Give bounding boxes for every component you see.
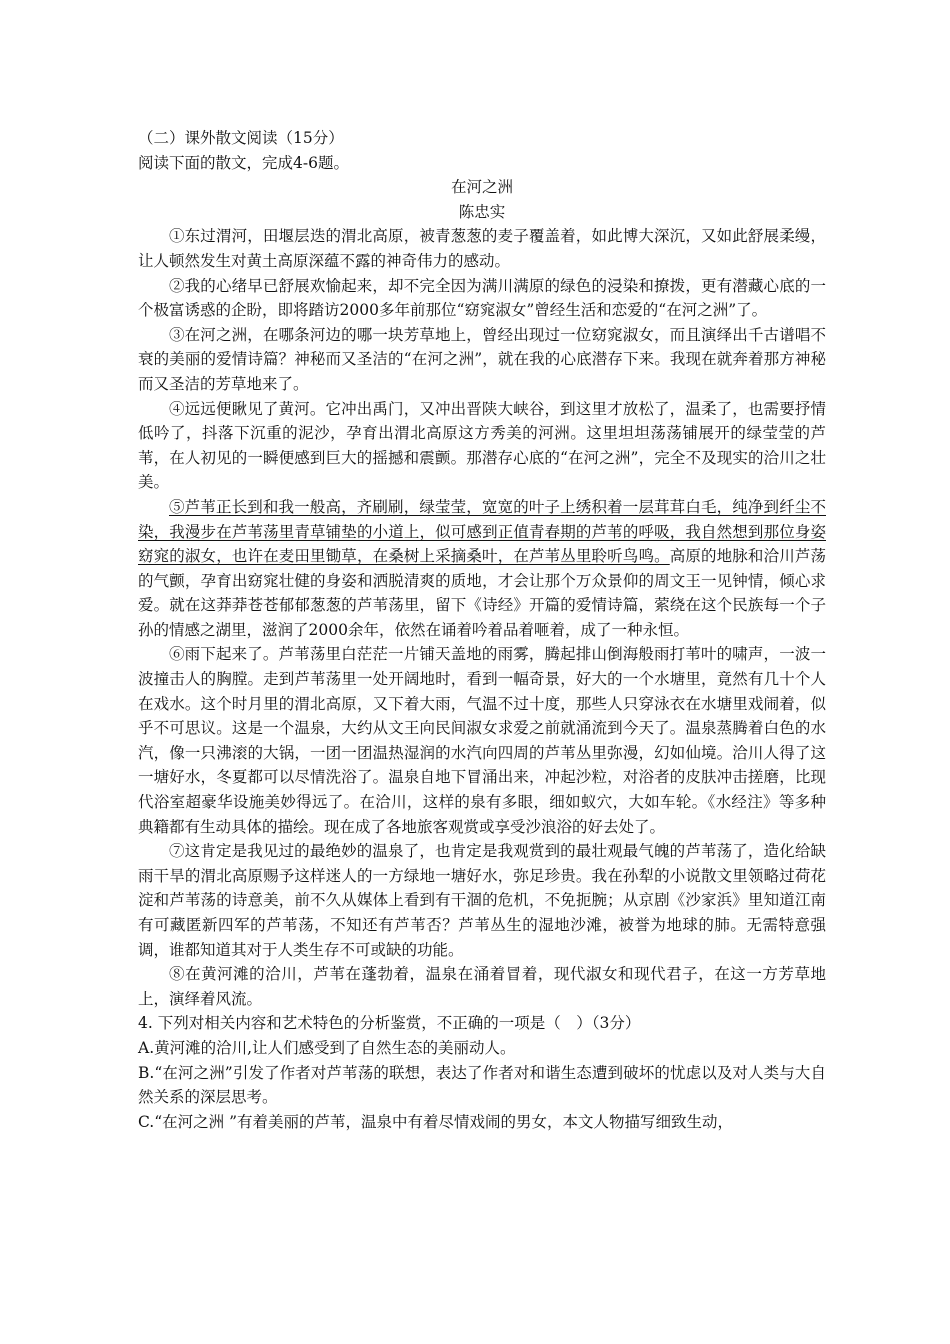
question-4-option-b: B.“在河之洲”引发了作者对芦苇荡的联想，表达了作者对和谐生态遭到破坏的忧虑以及对人类与大自然关系的深层思考。 bbox=[138, 1063, 826, 1107]
paragraph-5-rest: 高原的地脉和洽川芦荡的气颤，孕育出窈窕壮健的身姿和洒脱清爽的质地，才会让那个万众景仰的周文王一见钟情，倾心求爱。就在这莽莽苍苍郁郁葱葱的芦苇荡里，留下《诗经》开篇的爱情诗篇，萦绕在这个民族每一个子孙的情感之湖里，滋润了2000余年，依然在诵着吟着品着咂着，成了一种永恒。 bbox=[138, 547, 826, 639]
paragraph-3: ③在河之洲，在哪条河边的哪一块芳草地上，曾经出现过一位窈窕淑女，而且演绎出千古谱唱不衰的美丽的爱情诗篇？神秘而又圣洁的“在河之洲”，就在我的心底潜存下来。我现在就奔着那方神秘而又圣洁的芳草地来了。 bbox=[138, 325, 826, 393]
article-author: 陈忠实 bbox=[458, 202, 506, 221]
paragraph-8: ⑧在黄河滩的洽川，芦苇在蓬勃着，温泉在涌着冒着，现代淑女和现代君子，在这一方芳草地上，演绎着风流。 bbox=[138, 965, 826, 1008]
question-4-option-a: A.黄河滩的洽川,让人们感受到了自然生态的美丽动人。 bbox=[138, 1038, 516, 1057]
paragraph-7: ⑦这肯定是我见过的最绝妙的温泉了，也肯定是我观赏到的最壮观最气魄的芦苇荡了，造化给缺雨干旱的渭北高原赐予这样迷人的一方绿地一塘好水，弥足珍贵。我在孙犁的小说散文里领略过荷花淀和芦苇荡的诗意美，前不久从媒体上看到有干涸的危机，不免扼腕；从京剧《沙家浜》里知道江南有可藏匿新四军的芦苇荡，不知还有芦苇否？芦苇丛生的湿地沙滩，被誉为地球的肺。无需特意强调，谁都知道其对于人类生存不可或缺的功能。 bbox=[138, 842, 826, 959]
paragraph-6: ⑥雨下起来了。芦苇荡里白茫茫一片铺天盖地的雨雾，腾起排山倒海般雨打苇叶的啸声，一波一波撞击人的胸膛。走到芦苇荡里一处开阔地时，看到一幅奇景，好大的一个水塘里，竟然有几十个人在戏水。这个时月里的渭北高原，又下着大雨，气温不过十度，那些人只穿泳衣在水塘里戏闹着，似乎不可思议。这是一个温泉，大约从文王向民间淑女求爱之前就涌流到今天了。温泉蒸腾着白色的水汽，像一只沸滚的大锅，一团一团温热湿润的水汽向四周的芦苇丛里弥漫，幻如仙境。洽川人得了这一塘好水，冬夏都可以尽情洗浴了。温泉自地下冒涌出来，冲起沙粒，对浴者的皮肤冲击搓磨，比现代浴室超豪华设施美妙得远了。在洽川，这样的泉有多眼，细如蚁穴，大如车轮。《水经注》等多种典籍都有生动具体的描绘。现在成了各地旅客观赏或享受沙浪浴的好去处了。 bbox=[138, 645, 826, 836]
document-page bbox=[138, 126, 826, 1134]
paragraph-4: ④远远便瞅见了黄河。它冲出禹门，又冲出晋陕大峡谷，到这里才放松了，温柔了，也需要抒情低吟了，抖落下沉重的泥沙，孕育出渭北高原这方秀美的河洲。这里坦坦荡荡铺展开的绿莹莹的芦苇，在人初见的一瞬便感到巨大的摇撼和震颤。那潜存心底的“在河之洲”，完全不及现实的洽川之壮美。 bbox=[138, 399, 826, 492]
article-title: 在河之洲 bbox=[450, 178, 513, 197]
paragraph-2: ②我的心绪早已舒展欢愉起来，却不完全因为满川满原的绿色的浸染和撩拨，更有潜藏心底的一个极富诱惑的企盼，即将踏访2000多年前那位“窈窕淑女”曾经生活和恋爱的“在河之洲”了。 bbox=[138, 276, 826, 320]
paragraph-5-underlined-passage: ⑤芦苇正长到和我一般高，齐刷刷，绿莹莹，宽宽的叶子上绣积着一层茸茸白毛，纯净到纤尘不染，我漫步在芦苇荡里青草铺垫的小道上，似可感到正值青春期的芦苇的呼吸，我自然想到那位身姿窈窕的淑女，也许在麦田里锄草，在桑树上采摘桑叶，在芦苇丛里聆听鸟鸣。 bbox=[138, 497, 826, 566]
paragraph-5 bbox=[138, 495, 826, 643]
reading-instruction: 阅读下面的散文，完成4-6题。 bbox=[138, 153, 349, 172]
question-4-stem: 4. 下列对相关内容和艺术特色的分析鉴赏，不正确的一项是（ ）（3分） bbox=[138, 1014, 641, 1033]
question-4-option-c: C.“在河之洲 ”有着美丽的芦苇，温泉中有着尽情戏闹的男女，本文人物描写细致生动， bbox=[138, 1112, 734, 1131]
paragraph-1: ①东过渭河，田堰层迭的渭北高原，被青葱葱的麦子覆盖着，如此博大深沉，又如此舒展柔缦，让人顿然发生对黄土高原深蕴不露的神奇伟力的感动。 bbox=[138, 227, 826, 270]
section-heading: （二）课外散文阅读（15分） bbox=[138, 129, 344, 147]
